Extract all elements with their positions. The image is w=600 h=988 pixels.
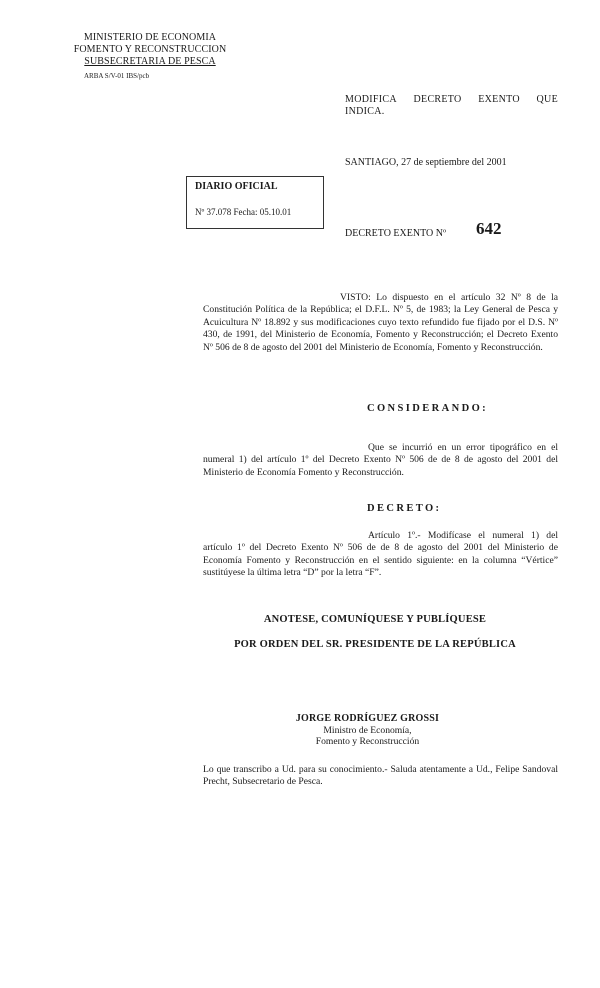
closing-line-1: ANOTESE, COMUNÍQUESE Y PUBLÍQUESE: [263, 614, 487, 625]
title-word: EXENTO: [478, 94, 520, 105]
signatory-name: JORGE RODRÍGUEZ GROSSI: [295, 713, 440, 724]
decreto-text: Artículo 1º.- Modifícase el numeral 1) del artículo 1º del Decreto Exento Nº 506 de de 8 de agosto del 2001 del Ministerio de Economía Fomento y Reconstrucción en el sentido siguiente: en la columna “Vértice” sustitúyese la última letra “D” por la letra “F”.: [203, 530, 558, 579]
considerando-text: Que se incurrió en un error tipográfico en el numeral 1) del artículo 1º del Decreto Exento Nº 506 de de 8 de agosto del 2001 del Ministerio de Economía Fomento y Reconstrucción.: [203, 442, 558, 478]
considerando-heading: CONSIDERANDO:: [367, 403, 489, 414]
transcription-note: Lo que transcribo a Ud. para su conocimiento.- Saluda atentamente a Ud., Felipe Sandoval Precht, Subsecretario de Pesca.: [203, 764, 558, 788]
reference-code: ARBA S/V-01 IBS/pcb: [84, 72, 150, 80]
document-title: [345, 94, 558, 118]
ministry-line-2: FOMENTO Y RECONSTRUCCION: [73, 44, 227, 55]
diario-oficial-meta: Nº 37.078 Fecha: 05.10.01: [195, 207, 292, 217]
title-word: DECRETO: [413, 94, 462, 105]
visto-text: Lo dispuesto en el artículo 32 Nº 8 de la Constitución Política de la República; el D.F.L. Nº 5, de 1983; la Ley General de Pesca y Acuicultura Nº 18.892 y sus modificaciones cuyo texto refundido fue fijado por el D.S. Nº 430, de 1991, del Ministerio de Economía, Fomento y Reconstrucción; el Decreto Exento Nº 506 de 8 de agosto del 2001 del Ministerio de Economía, Fomento y Reconstrucción.: [203, 292, 558, 353]
closing-line-2: POR ORDEN DEL SR. PRESIDENTE DE LA REPÚBLICA: [234, 639, 516, 650]
signatory-role-2: Fomento y Reconstrucción: [315, 736, 420, 747]
title-line-1: [345, 94, 558, 106]
title-line-2: INDICA.: [345, 106, 385, 117]
visto-paragraph: [203, 292, 558, 354]
decree-number: 642: [476, 219, 502, 238]
title-word: QUE: [536, 94, 558, 105]
diario-oficial-title: DIARIO OFICIAL: [195, 181, 278, 192]
ministry-header: [60, 32, 240, 68]
signature-block: [280, 713, 455, 748]
title-word: MODIFICA: [345, 94, 397, 105]
place-date: SANTIAGO, 27 de septiembre del 2001: [345, 157, 507, 168]
decreto-paragraph: [203, 530, 558, 580]
visto-lead: VISTO:: [340, 292, 371, 303]
ministry-line-3: SUBSECRETARIA DE PESCA: [84, 56, 216, 67]
decree-label: DECRETO EXENTO Nº: [345, 228, 447, 239]
ministry-line-1: MINISTERIO DE ECONOMIA: [83, 32, 217, 43]
considerando-paragraph: [203, 442, 558, 479]
decreto-heading: DECRETO:: [367, 503, 442, 514]
signatory-role-1: Ministro de Economía,: [323, 724, 412, 736]
